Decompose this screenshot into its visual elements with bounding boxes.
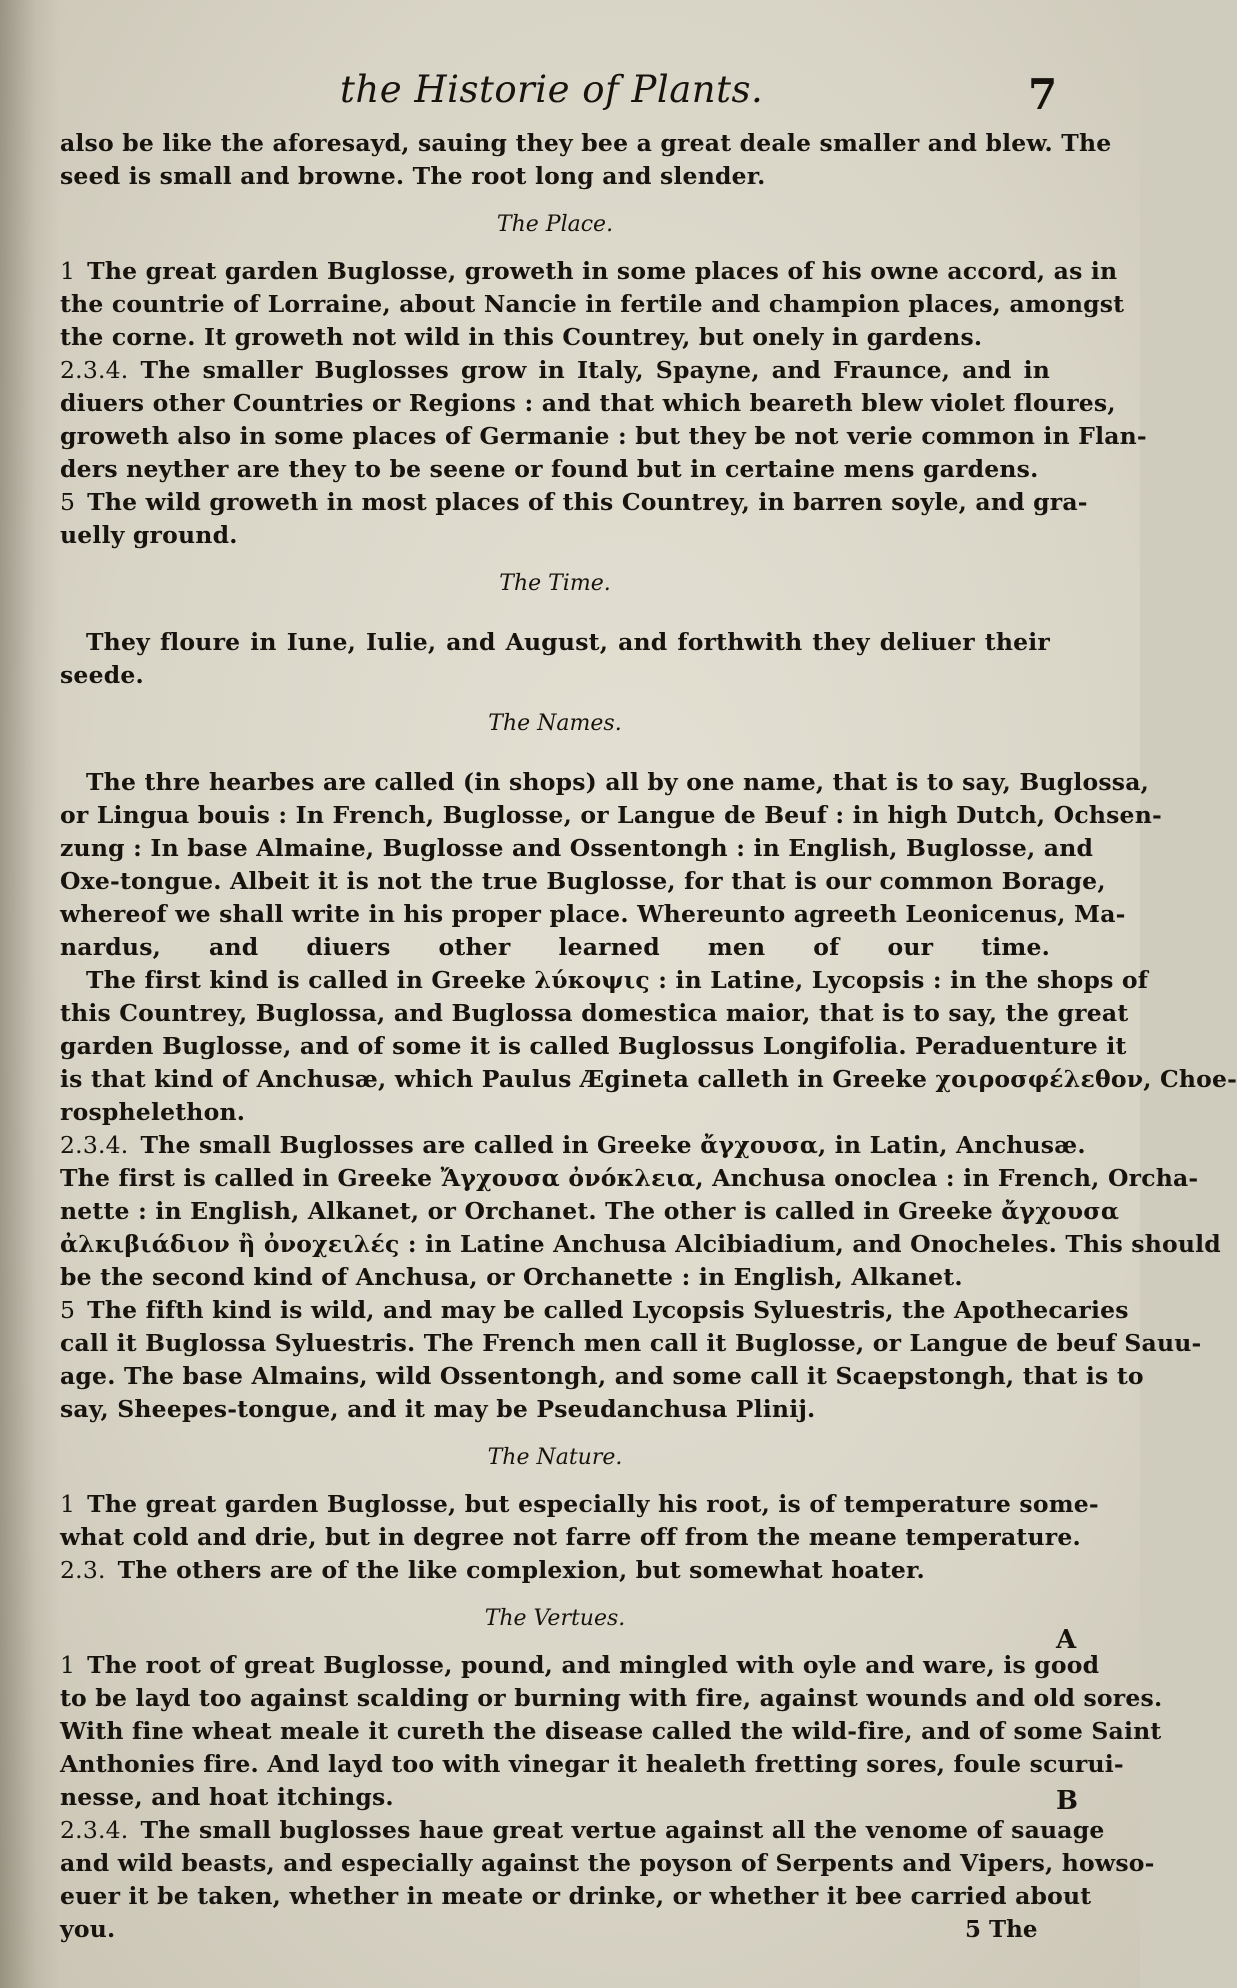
text-line (60, 420, 1147, 453)
section-heading-vertues: The Vertues. (484, 1606, 626, 1631)
text-line (60, 519, 1050, 552)
section-heading-place: The Place. (496, 212, 614, 237)
line-text: Anthonies fire. And layd too with vinegar it healeth fretting sores, foule scurui- (60, 1750, 1124, 1778)
line-text: diuers other Countries or Regions : and that which beareth blew violet floures, (60, 389, 1116, 417)
line-text: The small buglosses haue great vertue against all the venome of sauage (140, 1816, 1105, 1844)
margin-letter-a: A (1056, 1625, 1077, 1655)
line-text: euer it be taken, whether in meate or drinke, or whether it bee carried about (60, 1882, 1092, 1910)
line-text: also be like the aforesayd, sauing they bee a great deale smaller and blew. The (60, 129, 1112, 157)
text-line (60, 1649, 1100, 1682)
page-number: 7 (1028, 70, 1058, 119)
line-text: nardus, and diuers other learned men of our time. (60, 933, 1050, 961)
running-head: the Historie of Plants. (340, 68, 764, 111)
text-line (60, 255, 1118, 288)
line-text: nette : in English, Alkanet, or Orchanet. The other is called in Greeke ἄγχουσα (60, 1197, 1120, 1225)
text-line (60, 1913, 1050, 1946)
line-text: The wild groweth in most places of this Countrey, in barren soyle, and gra- (87, 488, 1088, 516)
line-text: uelly ground. (60, 521, 238, 549)
text-line (60, 453, 1050, 486)
section-time (60, 626, 1050, 692)
text-line (60, 387, 1116, 420)
line-text: what cold and drie, but in degree not farre off from the meane temperature. (60, 1523, 1081, 1551)
text-line (60, 1294, 1129, 1327)
line-text: The fifth kind is wild, and may be called Lycopsis Syluestris, the Apothecaries (87, 1296, 1129, 1324)
text-line (60, 898, 1126, 931)
text-line (60, 659, 1050, 692)
text-line (60, 832, 1094, 865)
paragraph-number: 1 (60, 1651, 76, 1679)
line-text: the corne. It groweth not wild in this Countrey, but onely in gardens. (60, 323, 983, 351)
text-line (60, 1129, 1086, 1162)
line-text: garden Buglosse, and of some it is called Buglossus Longifolia. Peraduenture it (60, 1032, 1127, 1060)
text-line (60, 1327, 1202, 1360)
line-text: ἀλκιβιάδιον ἢ ὀνοχειλές : in Latine Anchusa Alcibiadium, and Onocheles. This should (60, 1230, 1221, 1258)
line-text: you. (60, 1915, 116, 1943)
line-text: The smaller Buglosses grow in Italy, Spayne, and Fraunce, and in (140, 356, 1050, 384)
line-text: seed is small and browne. The root long and slender. (60, 162, 766, 190)
text-line (60, 1814, 1105, 1847)
text-line (60, 354, 1050, 387)
section-heading-names: The Names. (488, 711, 622, 736)
line-text: Oxe-tongue. Albeit it is not the true Buglosse, for that is our common Borage, (60, 867, 1106, 895)
text-line (60, 799, 1162, 832)
line-text: groweth also in some places of Germanie : but they be not verie common in Flan- (60, 422, 1147, 450)
text-line (60, 1360, 1144, 1393)
text-line (60, 127, 1112, 160)
line-text: and wild beasts, and especially against the poyson of Serpents and Vipers, howso- (60, 1849, 1155, 1877)
text-line (60, 1554, 1050, 1587)
section-place (60, 255, 1147, 552)
text-line (60, 321, 1050, 354)
line-text: The first is called in Greeke Ἄγχουσα ὀνόκλεια, Anchusa onoclea : in French, Orcha- (60, 1164, 1199, 1192)
line-text: this Countrey, Buglossa, and Buglossa domestica maior, that is to say, the great (60, 999, 1129, 1027)
text-line (60, 1195, 1120, 1228)
line-text: the countrie of Lorraine, about Nancie in fertile and champion places, amongst (60, 290, 1125, 318)
text-line (60, 1096, 1050, 1129)
text-line (60, 1715, 1162, 1748)
line-text: The great garden Buglosse, but especially his root, is of temperature some- (87, 1490, 1099, 1518)
text-line (60, 1748, 1124, 1781)
page-gutter-shadow (0, 0, 60, 1988)
text-line (60, 1228, 1221, 1261)
text-line (60, 626, 1050, 659)
line-text: They floure in Iune, Iulie, and August, and forthwith they deliuer their (86, 628, 1050, 656)
section-vertues (60, 1649, 1163, 1946)
line-text: age. The base Almains, wild Ossentongh, and some call it Scaepstongh, that is to (60, 1362, 1144, 1390)
section-names (60, 766, 1237, 1426)
paragraph-number: 5 (60, 488, 76, 516)
line-text: The others are of the like complexion, but somewhat hoater. (117, 1556, 925, 1584)
text-line (60, 1030, 1127, 1063)
paragraph-number: 1 (60, 257, 76, 285)
section-nature (60, 1488, 1099, 1587)
section-heading-nature: The Nature. (487, 1445, 623, 1470)
text-line (60, 1261, 1050, 1294)
text-line (60, 931, 1050, 964)
text-line (60, 1521, 1081, 1554)
paragraph-number: 2.3.4. (60, 356, 129, 384)
line-text: nesse, and hoat itchings. (60, 1783, 394, 1811)
text-block (60, 127, 1237, 1946)
paragraph-number: 2.3. (60, 1556, 106, 1584)
text-line (60, 1880, 1092, 1913)
line-text: call it Buglossa Syluestris. The French men call it Buglosse, or Langue de beuf Sauu- (60, 1329, 1202, 1357)
text-line (60, 1682, 1163, 1715)
text-line (60, 1781, 1050, 1814)
line-text: The root of great Buglosse, pound, and mingled with oyle and ware, is good (87, 1651, 1100, 1679)
line-text: rosphelethon. (60, 1098, 246, 1126)
line-text: The thre hearbes are called (in shops) all by one name, that is to say, Buglossa, (86, 768, 1150, 796)
line-text: whereof we shall write in his proper place. Whereunto agreeth Leonicenus, Ma- (60, 900, 1126, 928)
line-text: seede. (60, 661, 144, 689)
text-line (60, 1847, 1155, 1880)
intro-paragraph (60, 127, 1112, 193)
text-line (60, 160, 1050, 193)
text-line (60, 1393, 1050, 1426)
text-line (60, 1162, 1199, 1195)
text-line (60, 486, 1088, 519)
line-text: The first kind is called in Greeke λύκοψις : in Latine, Lycopsis : in the shops of (86, 966, 1149, 994)
line-text: With fine wheat meale it cureth the disease called the wild-fire, and of some Saint (60, 1717, 1162, 1745)
text-line (60, 1488, 1099, 1521)
paragraph-number: 2.3.4. (60, 1816, 129, 1844)
text-line (60, 865, 1106, 898)
text-line (60, 1063, 1237, 1096)
text-line (60, 964, 1149, 997)
section-heading-time: The Time. (499, 571, 611, 596)
margin-letter-b: B (1056, 1786, 1078, 1816)
line-text: be the second kind of Anchusa, or Orchanette : in English, Alkanet. (60, 1263, 963, 1291)
line-text: to be layd too against scalding or burning with fire, against wounds and old sores. (60, 1684, 1163, 1712)
paragraph-number: 5 (60, 1296, 76, 1324)
text-line (60, 997, 1129, 1030)
line-text: is that kind of Anchusæ, which Paulus Ægineta calleth in Greeke χοιροσφέλεθον, Choe- (60, 1065, 1237, 1093)
line-text: zung : In base Almaine, Buglosse and Ossentongh : in English, Buglosse, and (60, 834, 1094, 862)
line-text: The small Buglosses are called in Greeke ἄγχουσα, in Latin, Anchusæ. (140, 1131, 1086, 1159)
line-text: The great garden Buglosse, groweth in some places of his owne accord, as in (87, 257, 1118, 285)
line-text: ders neyther are they to be seene or found but in certaine mens gardens. (60, 455, 1039, 483)
text-line (60, 288, 1125, 321)
line-text: or Lingua bouis : In French, Buglosse, or Langue de Beuf : in high Dutch, Ochsen- (60, 801, 1162, 829)
catchword: 5 The (965, 1916, 1038, 1943)
paragraph-number: 2.3.4. (60, 1131, 129, 1159)
paragraph-number: 1 (60, 1490, 76, 1518)
text-line (60, 766, 1150, 799)
line-text: say, Sheepes-tongue, and it may be Pseudanchusa Plinij. (60, 1395, 816, 1423)
